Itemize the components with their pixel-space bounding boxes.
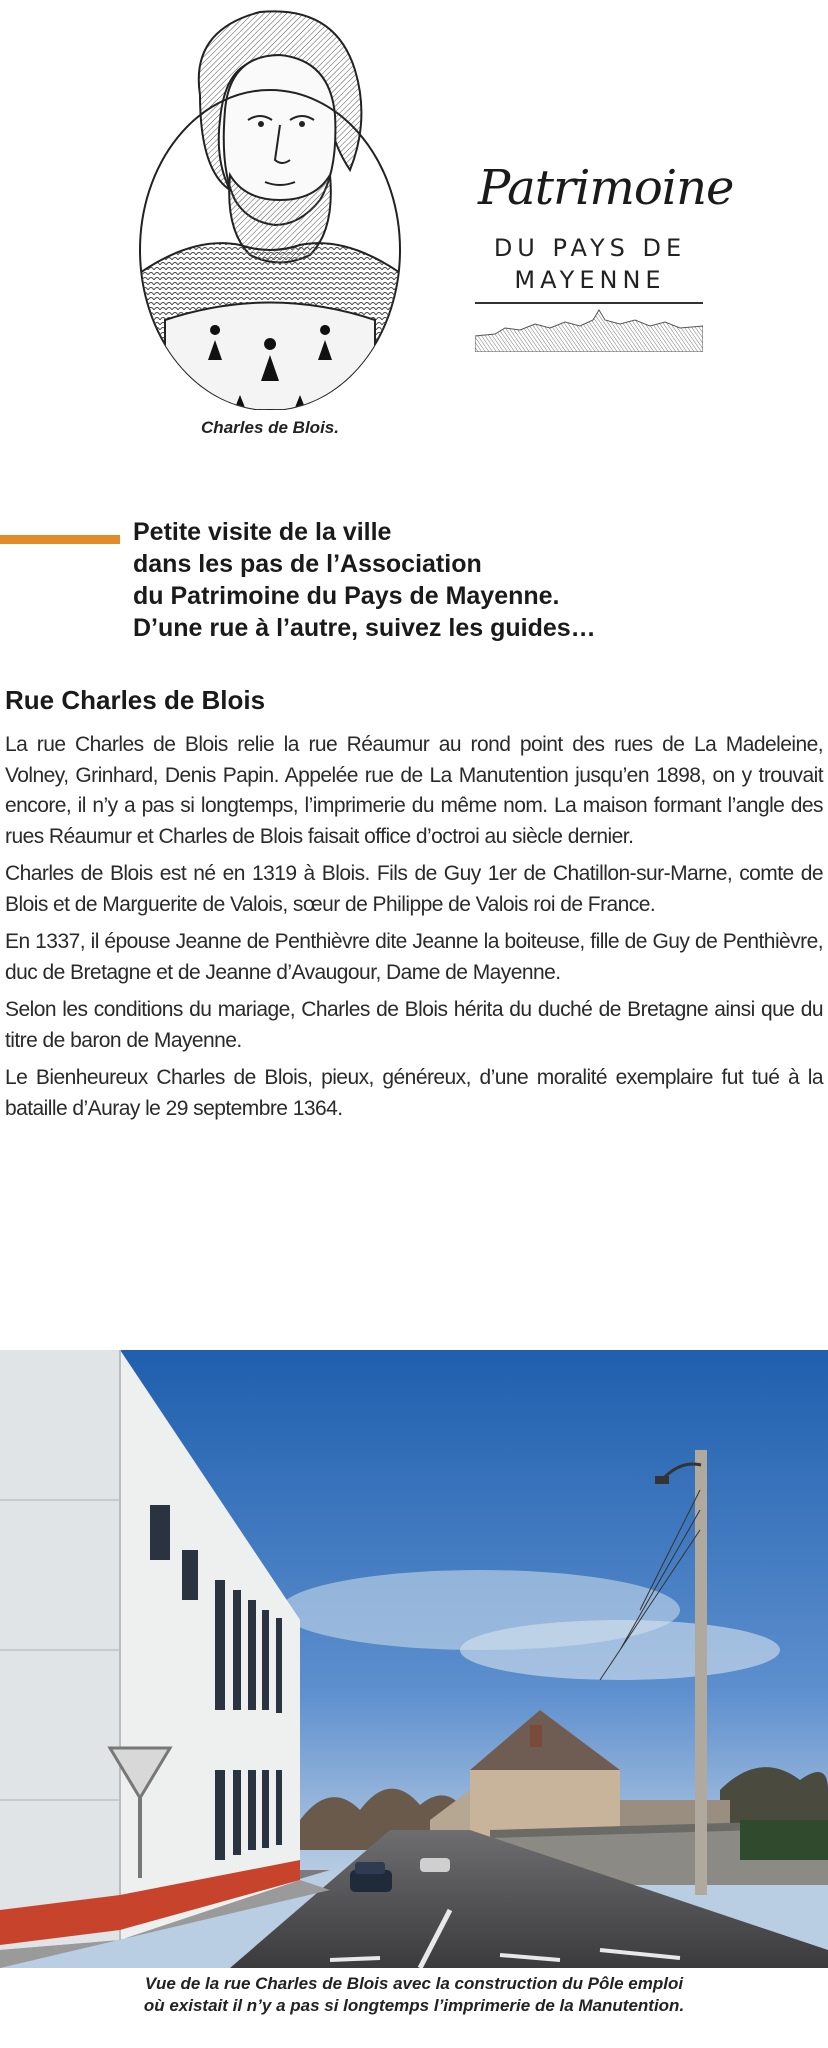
intro-line: Petite visite de la ville [133, 518, 392, 546]
section-heading: Rue Charles de Blois [5, 685, 266, 715]
intro-line: dans les pas de l’Association [133, 550, 482, 578]
intro-text [133, 516, 813, 644]
photo-caption-line: où existait il n’y a pas si longtemps l’imprimerie de la Manutention. [143, 1996, 685, 2015]
charles-de-blois-engraving-icon [130, 0, 410, 410]
article-body [5, 730, 823, 1131]
paragraph: La rue Charles de Blois relie la rue Réaumur au rond point des rues de La Madeleine, Volney, Grinhard, Denis Papin. Appelée rue de La Manutention jusqu’en 1898, on y trouvait encore, il n’y a pas si longtemps, l’imprimerie du même nom. La maison formant l’angle des rues Réaumur et Charles de Blois faisait office d’octroi au siècle dernier. [5, 733, 823, 848]
intro-accent-bar [0, 535, 120, 544]
logo-script-text: Patrimoine [478, 160, 734, 216]
intro-line: du Patrimoine du Pays de Mayenne. [133, 582, 560, 610]
street-scene-icon [0, 1350, 828, 1968]
town-skyline-icon [475, 306, 703, 352]
paragraph: Selon les conditions du mariage, Charles de Blois hérita du duché de Bretagne ainsi que du titre de baron de Mayenne. [5, 998, 823, 1052]
photo-caption [0, 1973, 828, 2017]
photo-caption-line: Vue de la rue Charles de Blois avec la construction du Pôle emploi [144, 1974, 684, 1993]
portrait-caption: Charles de Blois. [201, 418, 339, 437]
logo-line-2: MAYENNE [514, 266, 666, 294]
intro-line: D’une rue à l’autre, suivez les guides… [133, 614, 596, 642]
paragraph: Charles de Blois est né en 1319 à Blois. Fils de Guy 1er de Chatillon-sur-Marne, comte de Blois et de Marguerite de Valois, sœur de Philippe de Valois roi de France. [5, 862, 823, 916]
portrait-illustration [130, 0, 410, 410]
logo-line-1: DU PAYS DE [493, 234, 687, 262]
patrimoine-logo [470, 160, 734, 360]
logo-rule [475, 302, 703, 304]
street-photo [0, 1350, 828, 1968]
paragraph: Le Bienheureux Charles de Blois, pieux, généreux, d’une moralité exemplaire fut tué à la bataille d’Auray le 29 septembre 1364. [5, 1066, 823, 1120]
paragraph: En 1337, il épouse Jeanne de Penthièvre dite Jeanne la boiteuse, fille de Guy de Penthièvre, duc de Bretagne et de Jeanne d’Avaugour, Dame de Mayenne. [5, 930, 823, 984]
